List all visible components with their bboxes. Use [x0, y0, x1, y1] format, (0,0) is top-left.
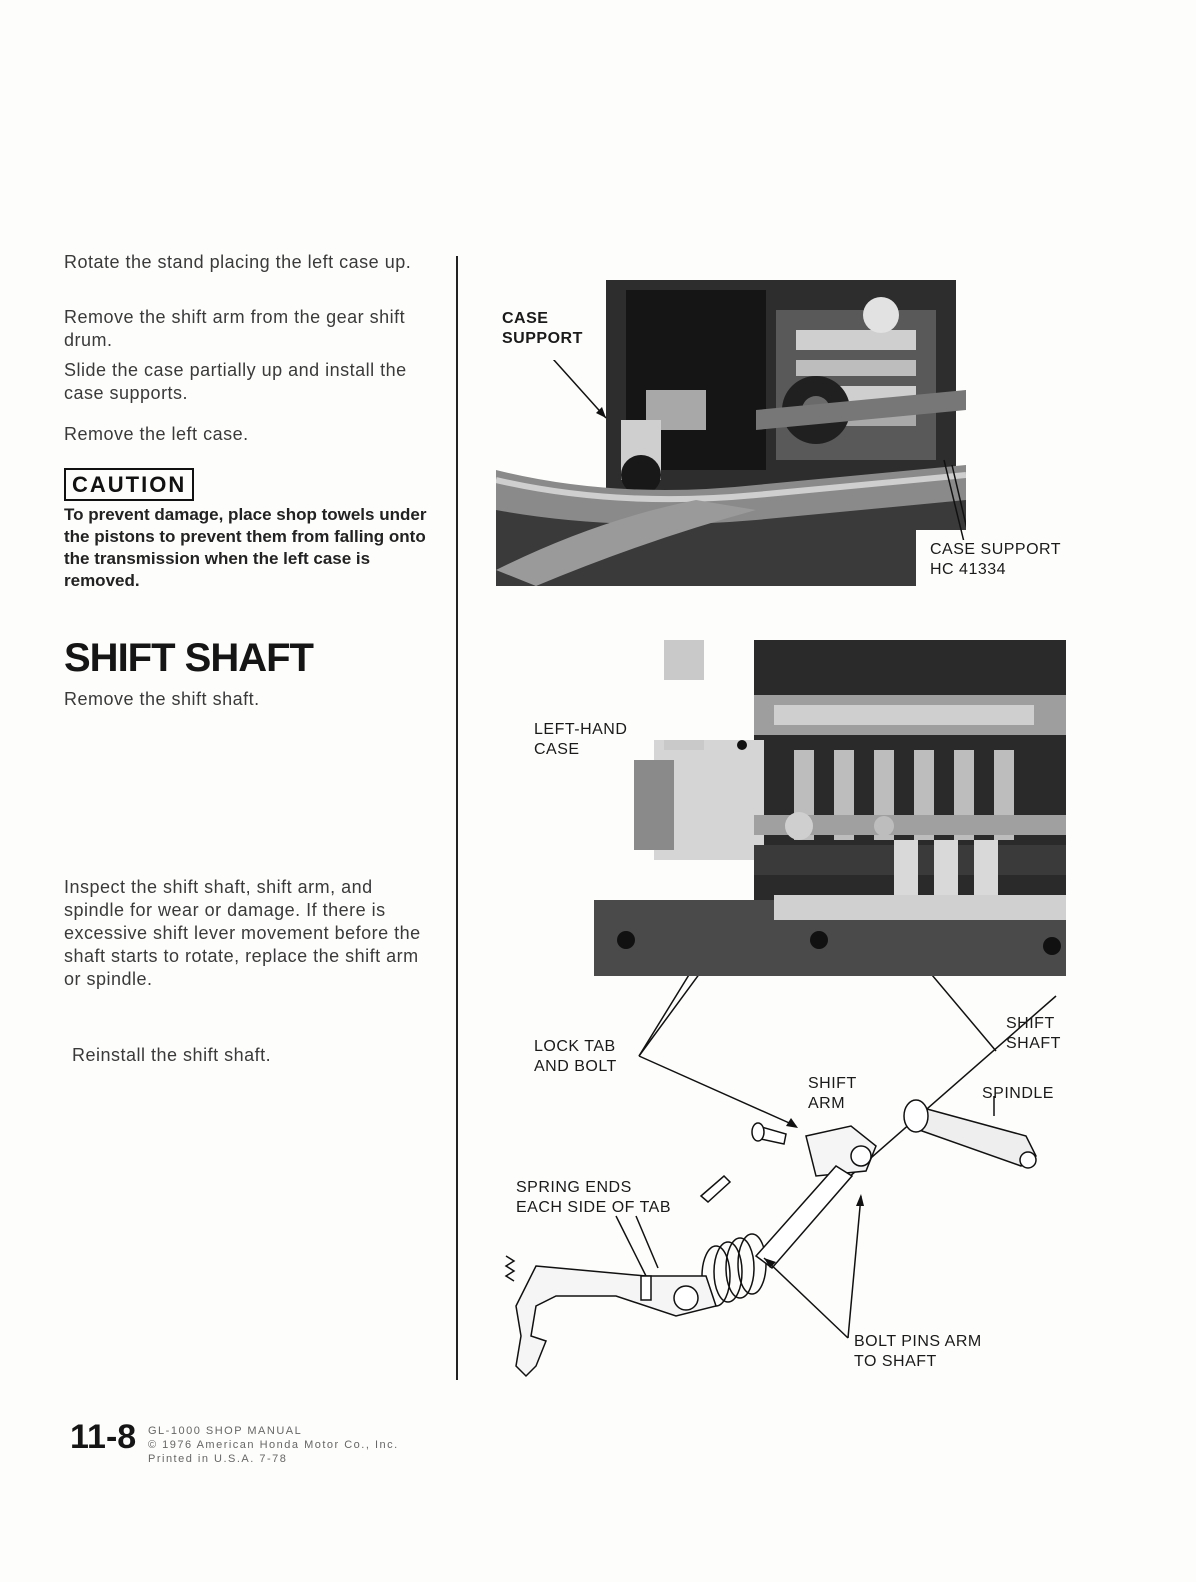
label-shift-arm: SHIFT ARM	[808, 1075, 857, 1112]
section-heading: SHIFT SHAFT	[64, 636, 313, 680]
label-spring-ends: SPRING ENDS EACH SIDE OF TAB	[516, 1179, 671, 1216]
paragraph-remove-shift-shaft: Remove the shift shaft.	[64, 689, 260, 709]
footer-copyright: © 1976 American Honda Motor Co., Inc.	[148, 1439, 399, 1451]
footer-printed: Printed in U.S.A. 7-78	[148, 1453, 288, 1465]
paragraph-install-case-supports: Slide the case partially up and install the case supports.	[64, 360, 407, 403]
footer-info	[148, 1424, 399, 1466]
label-lock-tab-and-bolt: LOCK TAB AND BOLT	[534, 1038, 617, 1075]
caution-label: CAUTION	[64, 468, 194, 501]
photo-left-hand-case-drawing	[594, 640, 1066, 976]
label-bolt-pins: BOLT PINS ARM TO SHAFT	[854, 1333, 982, 1370]
column-divider	[456, 256, 458, 1380]
paragraph-rotate-stand: Rotate the stand placing the left case up.	[64, 252, 412, 272]
page-number: 11-8	[70, 1418, 137, 1456]
paragraph-remove-shift-arm: Remove the shift arm from the gear shift drum.	[64, 307, 406, 350]
paragraph-reinstall-shift-shaft: Reinstall the shift shaft.	[72, 1045, 272, 1065]
label-left-hand-case: LEFT-HAND CASE	[534, 721, 628, 758]
caution-text: To prevent damage, place shop towels under the pistons to prevent them from falling onto the transmission when the left case is removed.	[64, 505, 427, 590]
paragraph-inspect-shift-shaft: Inspect the shift shaft, shift arm, and spindle for wear or damage. If there is excessive shift lever movement before the shaft starts to rotate, replace the shift arm or spindle.	[64, 877, 421, 989]
label-spindle: SPINDLE	[982, 1085, 1054, 1102]
footer-manual-title: GL-1000 SHOP MANUAL	[148, 1425, 303, 1437]
paragraph-remove-left-case: Remove the left case.	[64, 424, 249, 444]
photo-left-hand-case	[594, 640, 1066, 976]
label-case-support-tool: CASE SUPPORT HC 41334	[930, 541, 1062, 578]
label-shift-shaft: SHIFT SHAFT	[1006, 1015, 1061, 1052]
label-case-support: CASE SUPPORT	[502, 310, 583, 347]
